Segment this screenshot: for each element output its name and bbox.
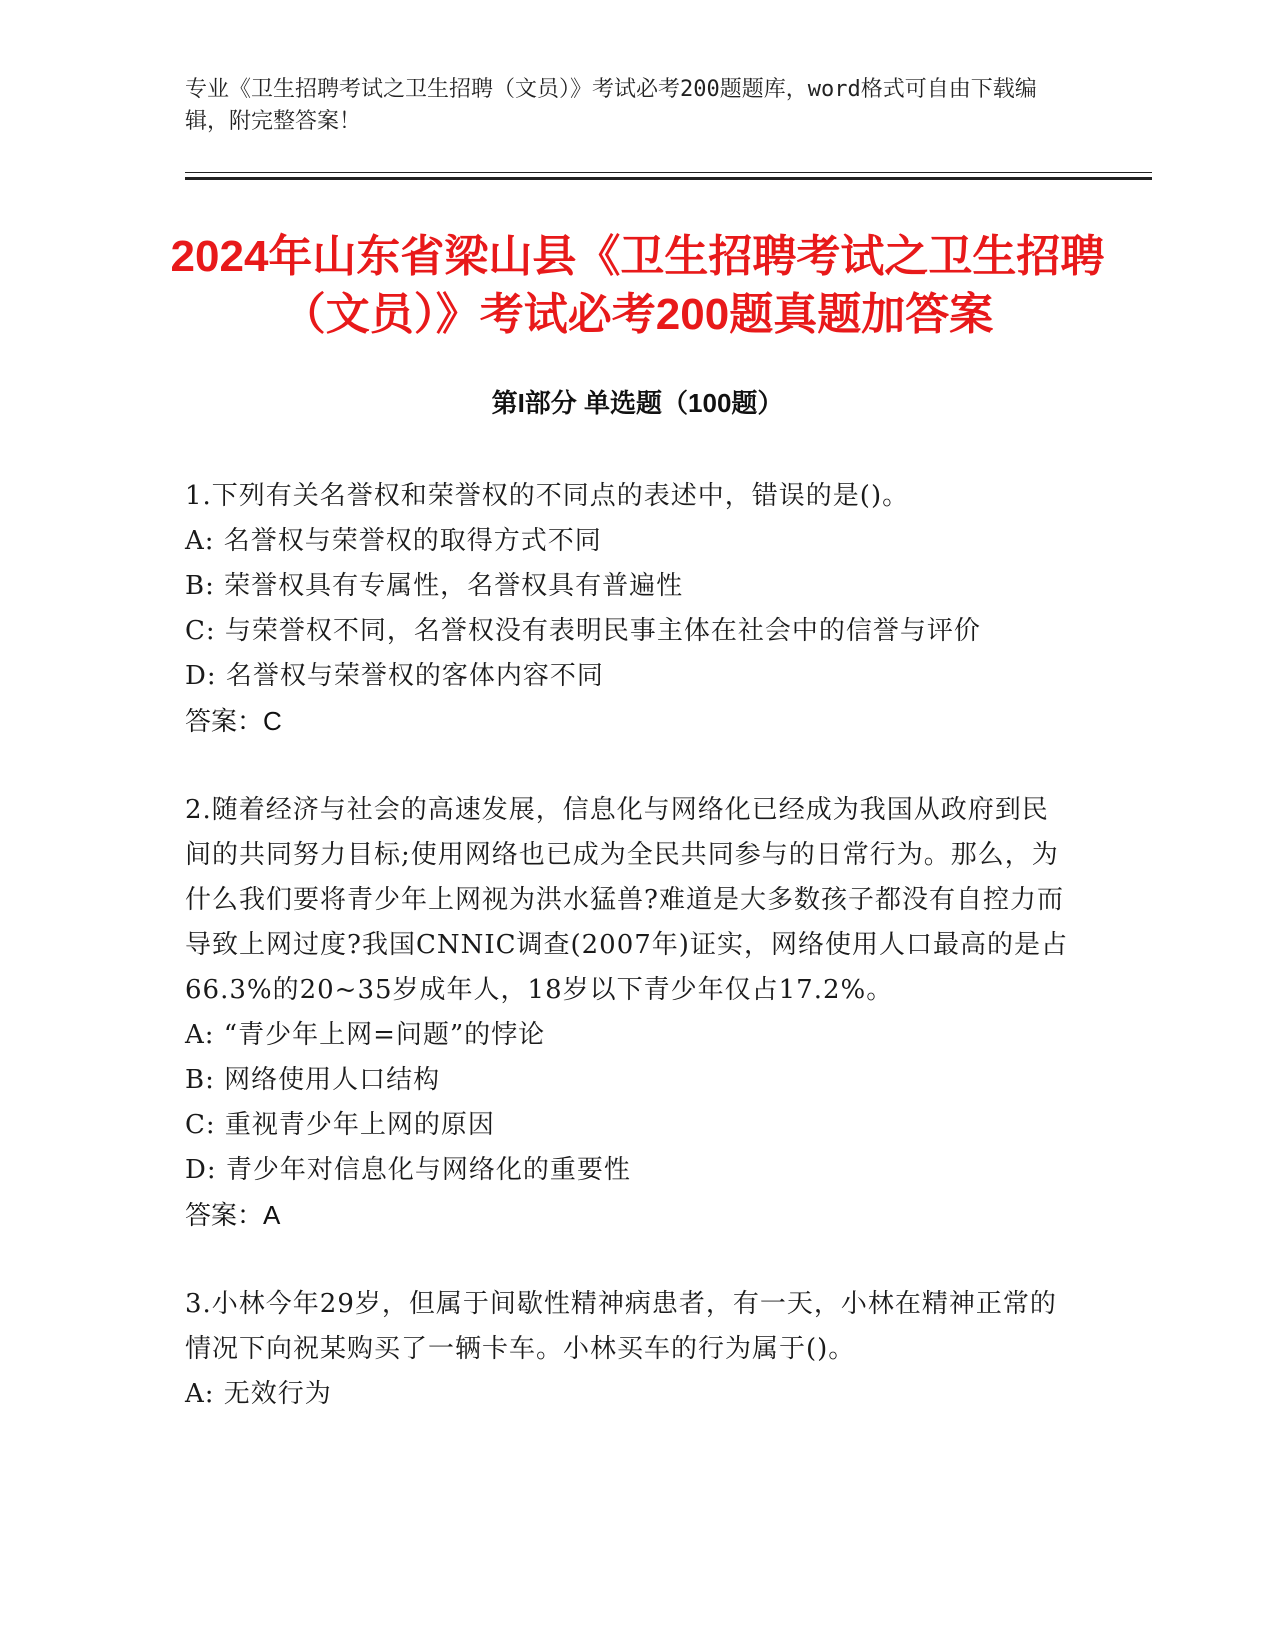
question-1 bbox=[185, 474, 1075, 744]
answer: 答案：C bbox=[185, 706, 282, 736]
header-rule-thin bbox=[185, 172, 1152, 173]
option-a: A: 名誉权与荣誉权的取得方式不同 bbox=[185, 526, 602, 556]
header-rule-thick bbox=[185, 177, 1152, 180]
option-d: D: 青少年对信息化与网络化的重要性 bbox=[185, 1155, 631, 1185]
option-c: C: 重视青少年上网的原因 bbox=[185, 1110, 495, 1140]
question-list bbox=[185, 474, 1075, 1461]
option-c: C: 与荣誉权不同，名誉权没有表明民事主体在社会中的信誉与评价 bbox=[185, 616, 981, 646]
question-stem: 3.小林今年29岁，但属于间歇性精神病患者，有一天，小林在精神正常的情况下向祝某购买了一辆卡车。小林买车的行为属于()。 bbox=[185, 1289, 1057, 1364]
option-a: A: 无效行为 bbox=[185, 1379, 332, 1409]
header-note: 专业《卫生招聘考试之卫生招聘（文员）》考试必考200题题库，word格式可自由下载编辑，附完整答案！ bbox=[185, 77, 1037, 134]
option-b: B: 网络使用人口结构 bbox=[185, 1065, 441, 1095]
option-a: A: “青少年上网=问题”的悖论 bbox=[185, 1020, 546, 1050]
option-b: B: 荣誉权具有专属性，名誉权具有普遍性 bbox=[185, 571, 684, 601]
question-stem: 1.下列有关名誉权和荣誉权的不同点的表述中，错误的是()。 bbox=[185, 481, 910, 511]
option-d: D: 名誉权与荣誉权的客体内容不同 bbox=[185, 661, 604, 691]
question-3 bbox=[185, 1282, 1075, 1417]
section-title: 第I部分 单选题（100题） bbox=[491, 388, 784, 418]
question-2 bbox=[185, 788, 1075, 1238]
answer: 答案：A bbox=[185, 1200, 281, 1230]
document-title: 2024年山东省梁山县《卫生招聘考试之卫生招聘（文员）》考试必考200题真题加答案 bbox=[170, 232, 1105, 339]
question-stem: 2.随着经济与社会的高速发展，信息化与网络化已经成为我国从政府到民间的共同努力目标;使用网络也已成为全民共同参与的日常行为。那么，为什么我们要将青少年上网视为洪水猛兽?难道是大多数孩子都没有自控力而导致上网过度?我国CNNIC调查(2007年)证实，网络使用人口最高的是占66.3%的20~35岁成年人，18岁以下青少年仅占17.2%。 bbox=[185, 795, 1068, 1005]
